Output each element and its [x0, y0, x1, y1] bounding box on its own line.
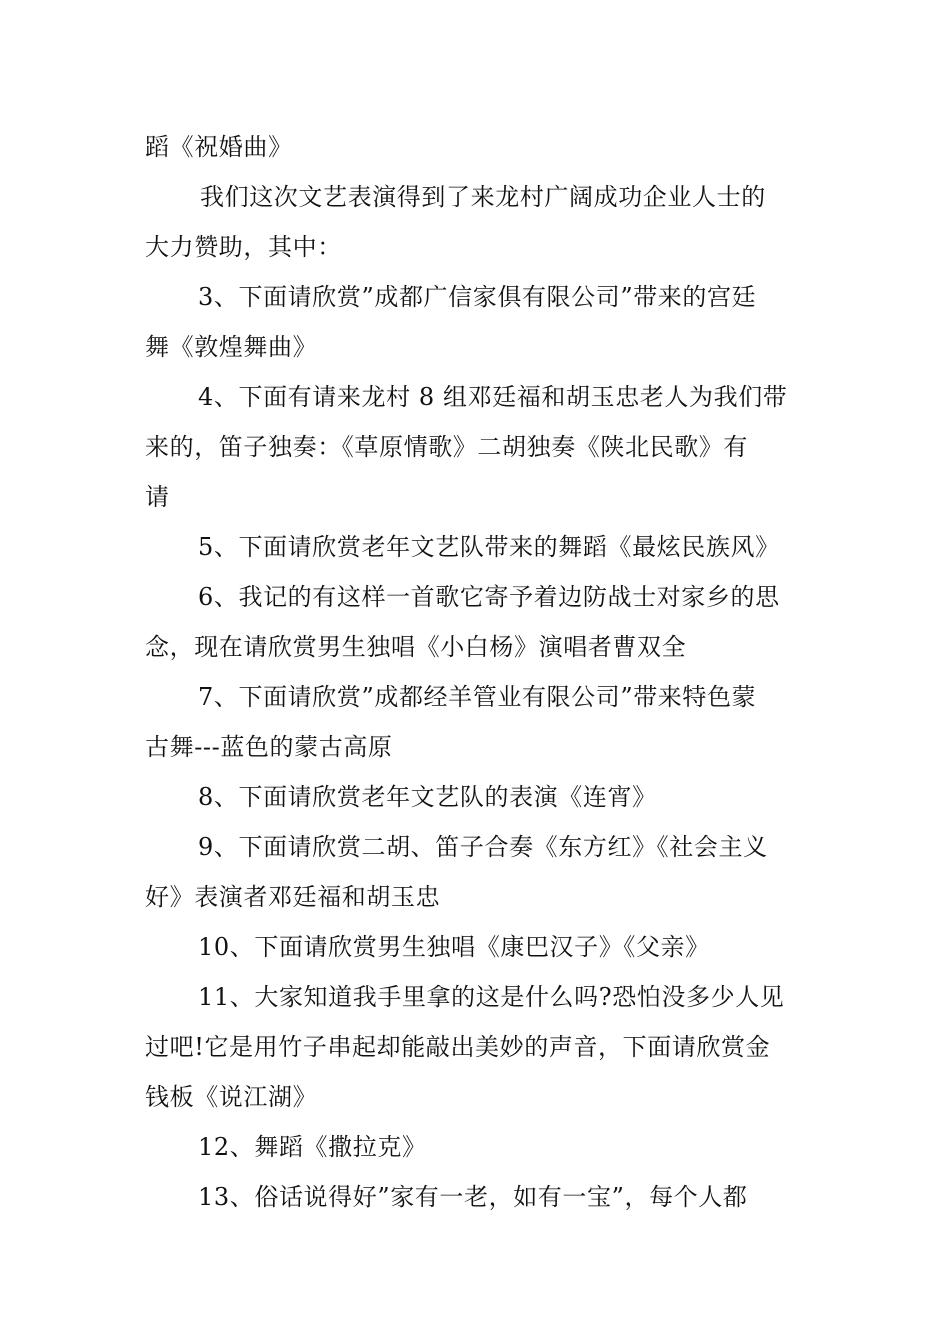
text-line: 大力赞助，其中：: [145, 233, 342, 261]
list-item-10-line: 10、下面请欣赏男生独唱《康巴汉子》《父亲》: [198, 933, 710, 961]
text-line: 念，现在请欣赏男生独唱《小白杨》演唱者曹双全: [145, 633, 687, 661]
text-line: 古舞---蓝色的蒙古高原: [145, 733, 393, 761]
text-line: 钱板《说江湖》: [145, 1083, 318, 1111]
list-item-6-line: 6、我记的有这样一首歌它寄予着边防战士对家乡的思: [198, 583, 780, 611]
text-line: 舞《敦煌舞曲》: [145, 333, 318, 361]
text-line: 来的，笛子独奏：《草原情歌》二胡独奏《陕北民歌》有: [145, 433, 748, 461]
list-item-13-line: 13、俗话说得好”家有一老，如有一宝”，每个人都: [198, 1183, 748, 1211]
list-item-4-line: 4、下面有请来龙村 8 组邓廷福和胡玉忠老人为我们带: [198, 383, 788, 411]
list-item-9-line: 9、下面请欣赏二胡、笛子合奏《东方红》《社会主义: [198, 833, 768, 861]
text-line: 请: [145, 483, 170, 511]
text-line: 蹈《祝婚曲》: [145, 133, 293, 161]
text-line: 好》表演者邓廷福和胡玉忠: [145, 883, 441, 911]
list-item-8-line: 8、下面请欣赏老年文艺队的表演《连宵》: [198, 783, 657, 811]
paragraph-line: 我们这次文艺表演得到了来龙村广阔成功企业人士的: [200, 183, 766, 211]
list-item-3-line: 3、下面请欣赏”成都广信家俱有限公司”带来的宫廷: [198, 283, 757, 311]
list-item-11-line: 11、大家知道我手里拿的这是什么吗?恐怕没多少人见: [198, 983, 785, 1011]
list-item-12-line: 12、舞蹈《撒拉克》: [198, 1133, 427, 1161]
list-item-5-line: 5、下面请欣赏老年文艺队带来的舞蹈《最炫民族风》: [198, 533, 780, 561]
text-line: 过吧!它是用竹子串起却能敲出美妙的声音，下面请欣赏金: [145, 1033, 771, 1061]
list-item-7-line: 7、下面请欣赏”成都经羊管业有限公司”带来特色蒙: [198, 683, 757, 711]
